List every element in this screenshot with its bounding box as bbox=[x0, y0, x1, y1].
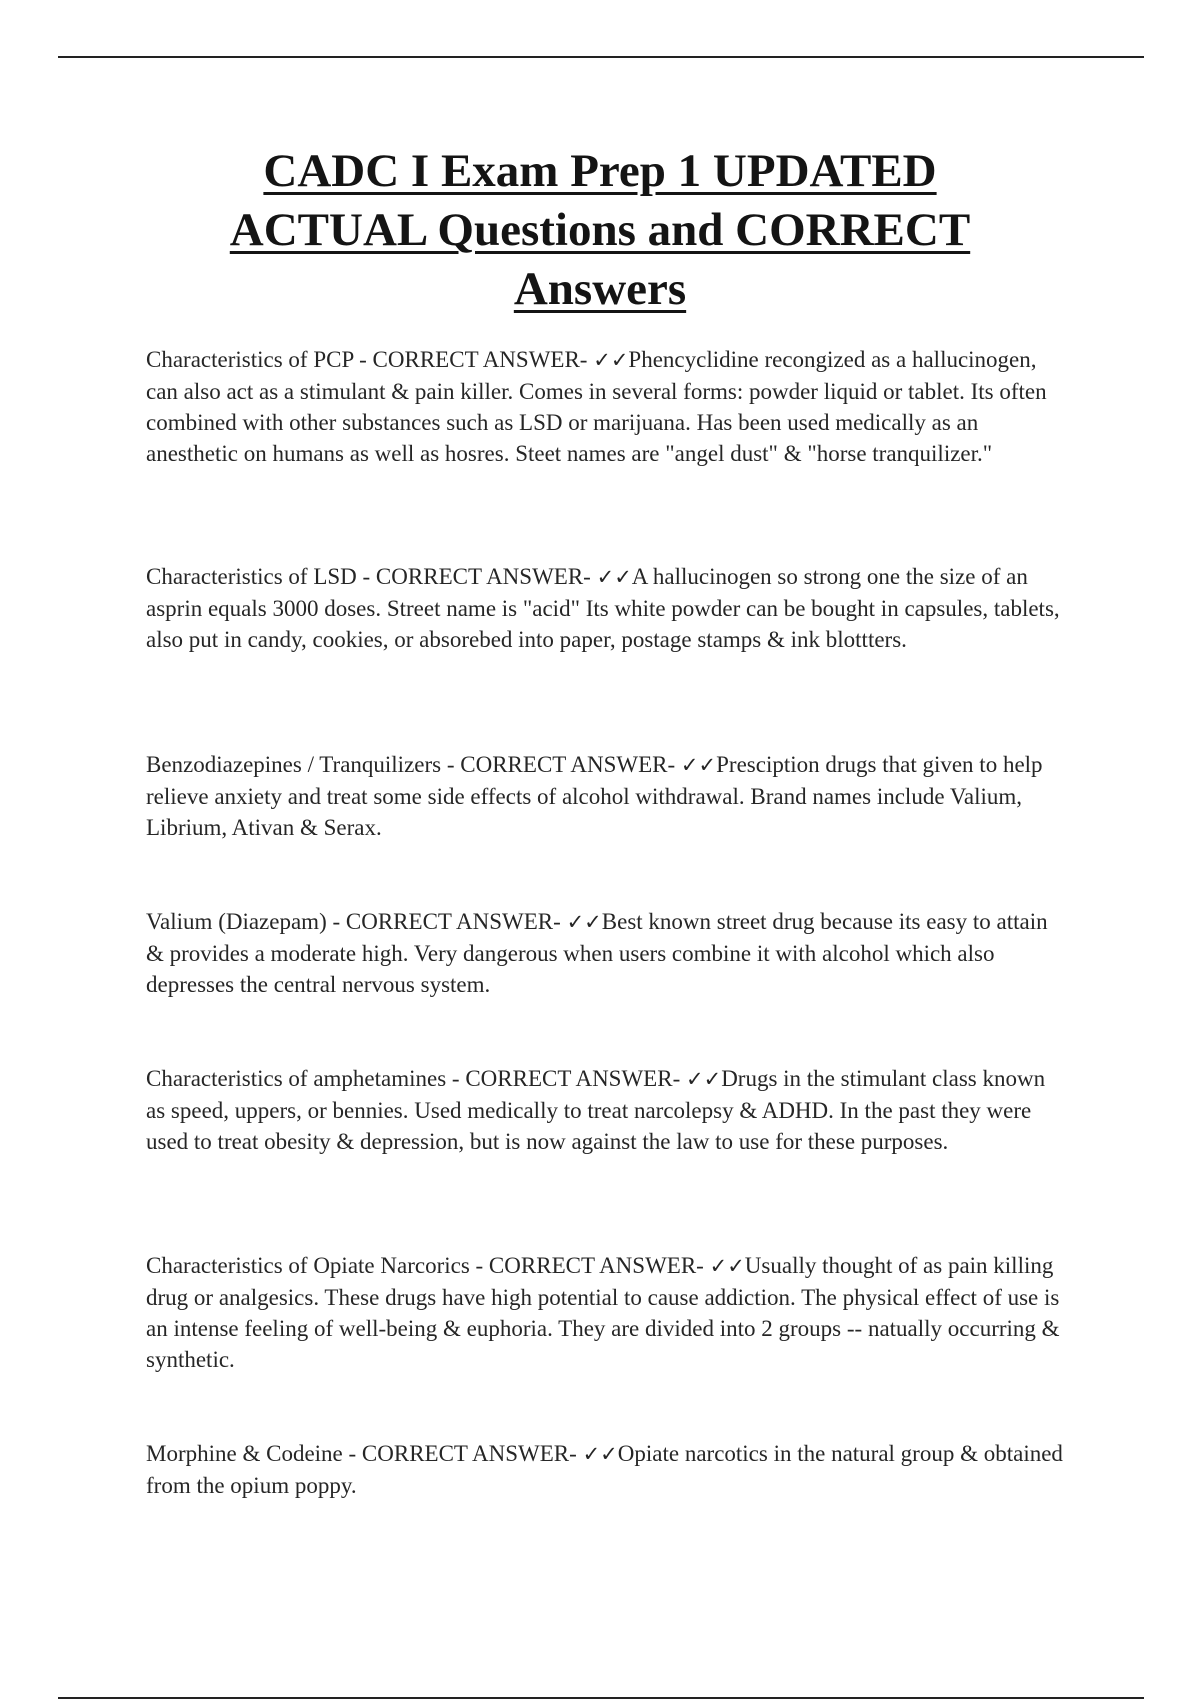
question-text: Characteristics of PCP - CORRECT ANSWER- bbox=[146, 347, 594, 372]
answer-text: Usually thought of as pain killing drug or analgesics. These drugs have high potential to cause addiction. The physical effect of use is an intense feeling of well-being & euphoria. They are divided into 2 groups -- natually occurring & synthetic. bbox=[146, 1253, 1060, 1372]
double-check-icon: ✓✓ bbox=[596, 565, 632, 589]
page-title bbox=[100, 142, 1100, 319]
qa-item-valium bbox=[146, 906, 1066, 1000]
double-check-icon: ✓✓ bbox=[709, 1254, 745, 1278]
double-check-icon: ✓✓ bbox=[582, 1442, 618, 1466]
double-check-icon: ✓✓ bbox=[685, 1067, 722, 1091]
question-text: Valium (Diazepam) - CORRECT ANSWER- bbox=[146, 909, 567, 934]
qa-item-opiate-narcotics bbox=[146, 1250, 1066, 1375]
question-text: Morphine & Codeine - CORRECT ANSWER- bbox=[146, 1441, 583, 1466]
double-check-icon: ✓✓ bbox=[593, 348, 629, 372]
qa-item-morphine-codeine bbox=[146, 1438, 1066, 1501]
qa-item-pcp bbox=[146, 344, 1066, 469]
qa-item-lsd bbox=[146, 561, 1066, 655]
double-check-icon: ✓✓ bbox=[680, 753, 717, 777]
question-text: Characteristics of LSD - CORRECT ANSWER- bbox=[146, 564, 597, 589]
answer-text: Best known street drug because its easy to attain & provides a moderate high. Very dangerous when users combine it with alcohol which also depresses the central nervous system. bbox=[146, 909, 1048, 997]
answer-text: Phencyclidine recongized as a hallucinogen, can also act as a stimulant & pain killer. Comes in several forms: powder liquid or tablet. Its often combined with other substances such as LSD or marijuana. Has been used medically as an anesthetic on humans as well as hosres. Steet names are "angel dust" & "horse tranquilizer." bbox=[146, 347, 1047, 466]
answer-text: Opiate narcotics in the natural group & obtained from the opium poppy. bbox=[146, 1441, 1063, 1498]
question-text: Characteristics of Opiate Narcorics - CORRECT ANSWER- bbox=[146, 1253, 710, 1278]
answer-text: A hallucinogen so strong one the size of an asprin equals 3000 doses. Street name is "acid" Its white powder can be bought in capsules, tablets, also put in candy, cookies, or absorebed into paper, postage stamps & ink blottters. bbox=[146, 564, 1060, 652]
title-line-1: CADC I Exam Prep 1 UPDATED bbox=[263, 145, 937, 197]
double-check-icon: ✓✓ bbox=[566, 910, 602, 934]
title-line-3: Answers bbox=[513, 263, 687, 315]
title-line-2: ACTUAL Questions and CORRECT bbox=[229, 204, 971, 256]
qa-item-benzodiazepines bbox=[146, 749, 1066, 843]
qa-item-amphetamines bbox=[146, 1063, 1066, 1157]
answer-text: Presciption drugs that given to help relieve anxiety and treat some side effects of alcohol withdrawal. Brand names include Valium, Librium, Ativan & Serax. bbox=[146, 752, 1043, 840]
bottom-rule bbox=[58, 1697, 1144, 1699]
top-rule bbox=[58, 56, 1144, 58]
question-text: Benzodiazepines / Tranquilizers - CORRECT ANSWER- bbox=[146, 752, 681, 777]
question-text: Characteristics of amphetamines - CORRECT ANSWER- bbox=[146, 1066, 686, 1091]
answer-text: Drugs in the stimulant class known as speed, uppers, or bennies. Used medically to treat narcolepsy & ADHD. In the past they were used to treat obesity & depression, but is now against the law to use for these purposes. bbox=[146, 1066, 1046, 1154]
